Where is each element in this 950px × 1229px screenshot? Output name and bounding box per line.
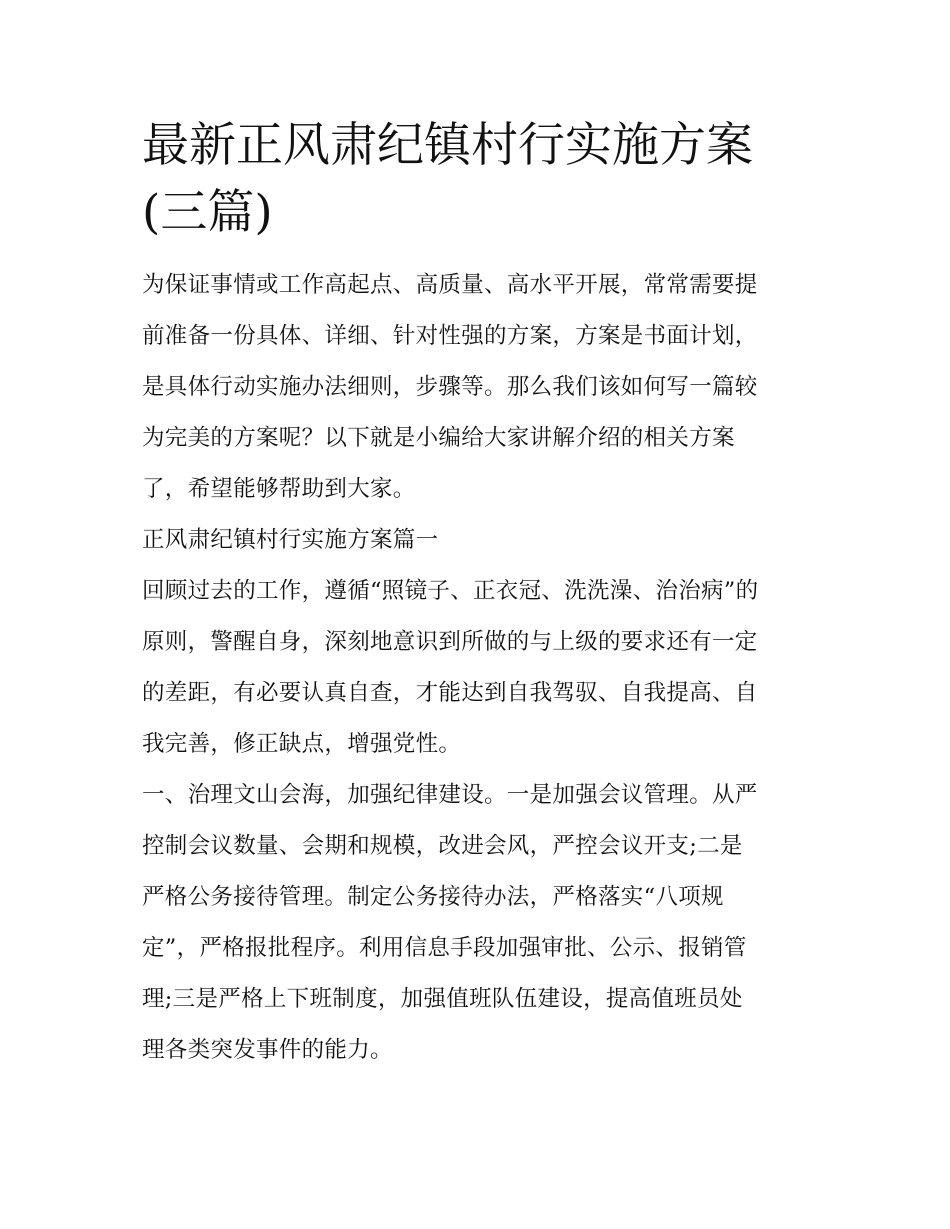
title-line-1: 最新正风肃纪镇村行实施方案: [142, 118, 753, 173]
intro-paragraph-line: 了，希望能够帮助到大家。: [142, 476, 416, 502]
item-one-paragraph-line: 控制会议数量、会期和规模，改进会风，严控会议开支;二是: [142, 833, 743, 859]
section-heading: 正风肃纪镇村行实施方案篇一: [142, 527, 439, 553]
intro-paragraph-line: 为保证事情或工作高起点、高质量、高水平开展，常常需要提: [142, 272, 758, 298]
item-one-paragraph-line: 理;三是严格上下班制度，加强值班队伍建设，提高值班员处: [142, 986, 743, 1012]
item-one-paragraph-line: 一、治理文山会海，加强纪律建设。一是加强会议管理。从严: [142, 782, 758, 808]
review-paragraph-line: 我完善，修正缺点，增强党性。: [142, 731, 462, 757]
intro-paragraph-line: 是具体行动实施办法细则，步骤等。那么我们该如何写一篇较: [142, 374, 758, 400]
document-body: [142, 260, 822, 1076]
intro-paragraph-line: 为完美的方案呢？以下就是小编给大家讲解介绍的相关方案: [142, 425, 735, 451]
review-paragraph-line: 回顾过去的工作，遵循“照镜子、正衣冠、洗洗澡、治治病”的: [142, 578, 759, 604]
title-line-2: (三篇): [142, 185, 273, 240]
document-page: [142, 112, 822, 1076]
review-paragraph-line: 的差距，有必要认真自查，才能达到自我驾驭、自我提高、自: [142, 680, 758, 706]
item-one-paragraph-line: 定”，严格报批程序。利用信息手段加强审批、公示、报销管: [142, 935, 747, 961]
item-one-paragraph-line: 理各类突发事件的能力。: [142, 1037, 393, 1063]
review-paragraph-line: 原则，警醒自身，深刻地意识到所做的与上级的要求还有一定: [142, 629, 758, 655]
item-one-paragraph-line: 严格公务接待管理。制定公务接待办法，严格落实“八项规: [142, 884, 724, 910]
document-title: [142, 112, 822, 246]
intro-paragraph-line: 前准备一份具体、详细、针对性强的方案，方案是书面计划，: [142, 323, 758, 349]
